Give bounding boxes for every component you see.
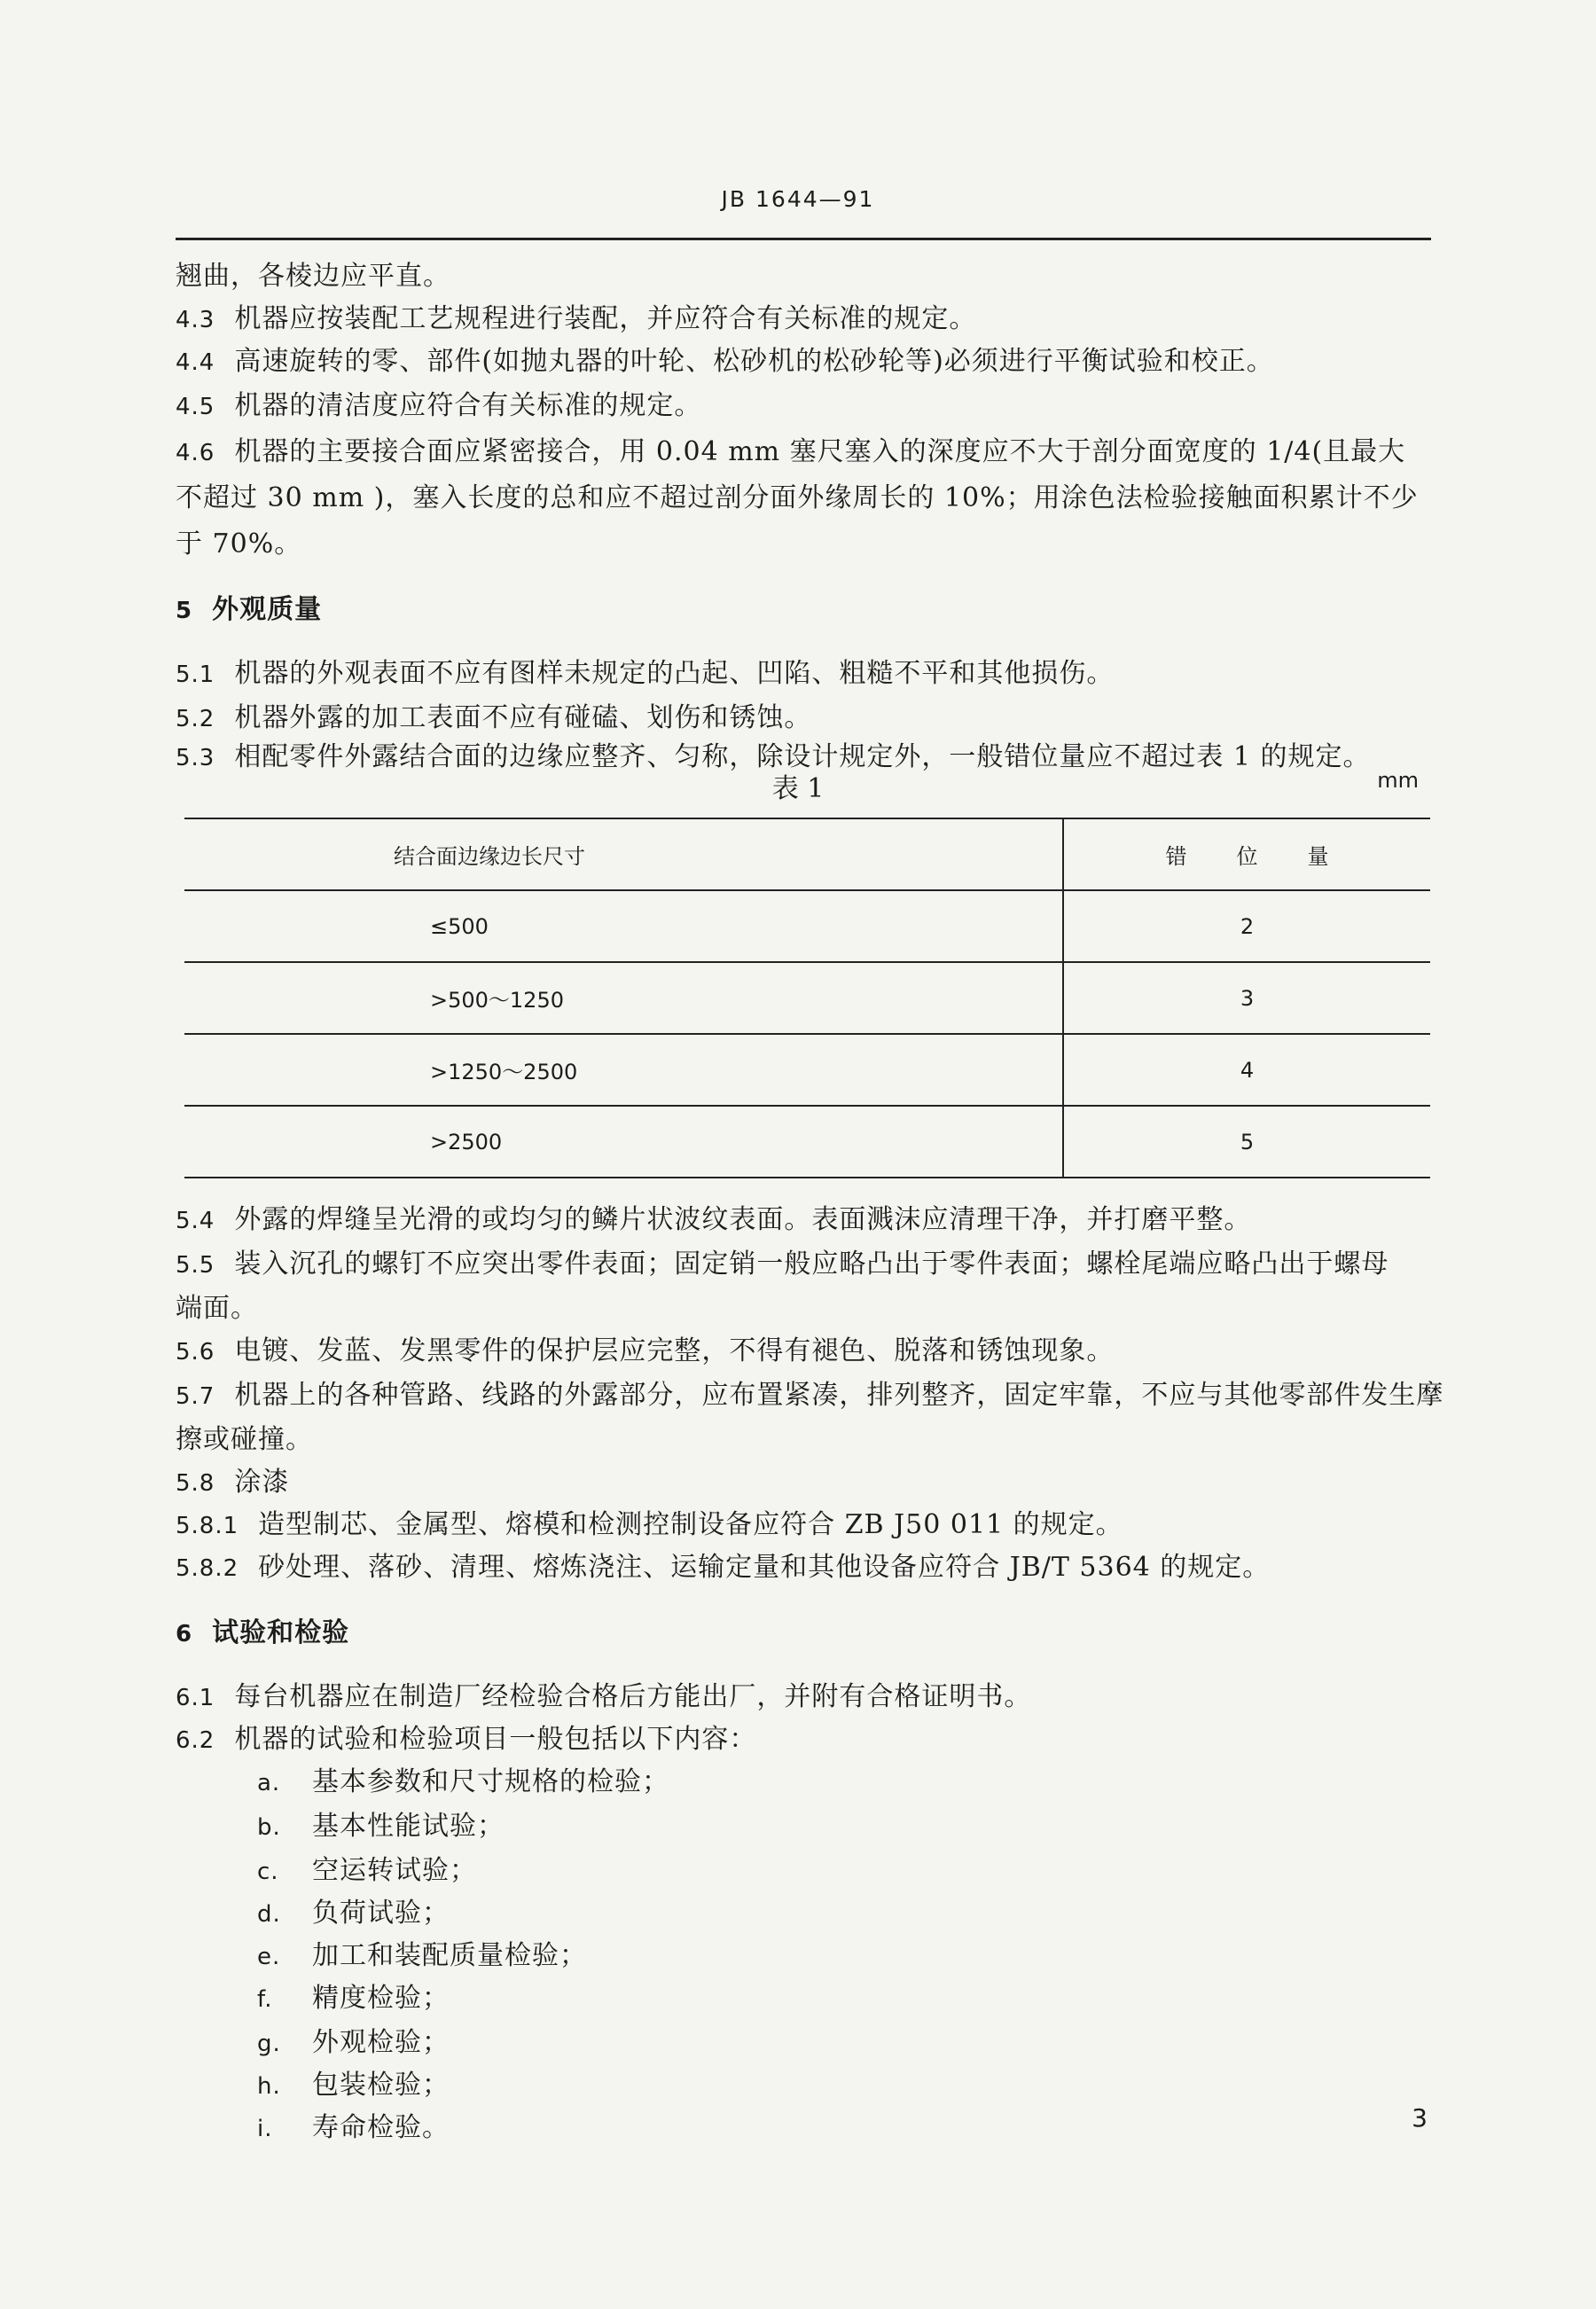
clause-number: 5.4 [176, 1208, 215, 1234]
clause-4-4 [176, 344, 1274, 380]
list-item [257, 1981, 450, 2017]
list-marker: h. [257, 2073, 281, 2100]
list-text: 加工和装配质量检验； [312, 1940, 587, 1971]
section-title: 试验和检验 [212, 1617, 350, 1648]
page-number: 3 [1412, 2103, 1428, 2133]
list-text: 空运转试验； [312, 1855, 477, 1886]
clause-text: 机器上的各种管路、线路的外露部分，应布置紧凑，排列整齐，固定牢靠，不应与其他零部件发生摩 [234, 1380, 1444, 1411]
list-marker: d. [257, 1901, 281, 1928]
clause-5-8-1 [176, 1507, 1123, 1544]
clause-text: 每台机器应在制造厂经检验合格后方能出厂，并附有合格证明书。 [234, 1681, 1032, 1712]
page-header-standard-number: JB 1644—91 [721, 186, 875, 212]
clause-number: 5.7 [176, 1383, 215, 1410]
list-item [257, 1765, 669, 1801]
clause-number: 5.3 [176, 745, 215, 771]
misalignment-table [184, 818, 1430, 1178]
section-number: 5 [176, 598, 193, 624]
clause-5-8-2 [176, 1550, 1270, 1586]
list-marker: b. [257, 1814, 281, 1841]
clause-5-3 [176, 740, 1371, 776]
clause-text: 机器的清洁度应符合有关标准的规定。 [234, 390, 702, 421]
clause-text: 相配零件外露结合面的边缘应整齐、匀称，除设计规定外，一般错位量应不超过表 1 的规定。 [234, 741, 1371, 772]
list-text: 基本性能试验； [312, 1811, 505, 1842]
clause-5-4 [176, 1202, 1251, 1239]
clause-number: 6.1 [176, 1685, 215, 1711]
clause-text: 外露的焊缝呈光滑的或均匀的鳞片状波纹表面。表面溅沫应清理干净，并打磨平整。 [234, 1204, 1252, 1235]
section-6-heading [176, 1616, 349, 1652]
table-row [184, 1106, 1430, 1178]
cell-edge-length: ≤500 [184, 890, 1063, 962]
clause-5-7-line-2: 擦或碰撞。 [176, 1424, 313, 1455]
header-edge-length: 结合面边缘边长尺寸 [184, 818, 1063, 890]
list-marker: f. [257, 1986, 273, 2013]
list-item [257, 1938, 587, 1975]
clause-number: 5.1 [176, 661, 215, 688]
header-divider [176, 238, 1431, 240]
clause-text: 造型制芯、金属型、熔模和检测控制设备应符合 ZB J50 011 的规定。 [258, 1509, 1123, 1540]
table-caption: 表 1 [771, 773, 825, 804]
table-row [184, 962, 1430, 1034]
cell-misalignment: 4 [1063, 1034, 1430, 1106]
clause-4-6-line-3: 于 70%。 [176, 528, 302, 560]
clause-text: 砂处理、落砂、清理、熔炼浇注、运输定量和其他设备应符合 JB/T 5364 的规定。 [258, 1552, 1271, 1583]
clause-number: 5.8 [176, 1470, 215, 1497]
list-text: 包装检验； [312, 2070, 450, 2101]
list-item [257, 2110, 450, 2147]
clause-5-5-line-2: 端面。 [176, 1293, 258, 1324]
clause-text: 电镀、发蓝、发黑零件的保护层应完整，不得有褪色、脱落和锈蚀现象。 [234, 1335, 1115, 1366]
cell-edge-length: >2500 [184, 1106, 1063, 1178]
table-header-row [184, 818, 1430, 890]
header-misalignment: 错位量 [1063, 818, 1430, 890]
list-text: 基本参数和尺寸规格的检验； [312, 1766, 669, 1797]
table-row [184, 1034, 1430, 1106]
list-marker: e. [257, 1944, 281, 1970]
list-text: 寿命检验。 [312, 2112, 450, 2143]
clause-4-3 [176, 301, 976, 338]
cell-misalignment: 2 [1063, 890, 1430, 962]
list-marker: a. [257, 1770, 281, 1796]
list-text: 外观检验； [312, 2027, 450, 2058]
list-marker: i. [257, 2116, 273, 2142]
clause-number: 4.3 [176, 307, 215, 333]
cell-misalignment: 5 [1063, 1106, 1430, 1178]
clause-5-1 [176, 656, 1114, 693]
clause-4-5 [176, 388, 701, 425]
list-marker: g. [257, 2031, 281, 2057]
list-item [257, 2025, 450, 2062]
paragraph-continuation: 翘曲，各棱边应平直。 [176, 261, 450, 292]
clause-number: 4.4 [176, 349, 215, 376]
clause-text: 机器应按装配工艺规程进行装配，并应符合有关标准的规定。 [234, 303, 977, 334]
clause-4-6-line-2: 不超过 30 mm )，塞入长度的总和应不超过剖分面外缘周长的 10%；用涂色法检验接触面积累计不少 [176, 482, 1419, 513]
clause-5-5-line-1 [176, 1247, 1389, 1283]
section-number: 6 [176, 1621, 193, 1648]
clause-number: 5.8.1 [176, 1513, 239, 1539]
clause-number: 5.8.2 [176, 1555, 239, 1582]
clause-5-6 [176, 1334, 1114, 1370]
section-5-heading [176, 592, 322, 629]
cell-misalignment: 3 [1063, 962, 1430, 1034]
clause-number: 4.6 [176, 440, 215, 466]
table-row [184, 890, 1430, 962]
clause-number: 6.2 [176, 1727, 215, 1754]
clause-text: 机器的主要接合面应紧密接合，用 0.04 mm 塞尺塞入的深度应不大于剖分面宽度的 1/4(且最大 [234, 436, 1406, 467]
clause-text: 机器外露的加工表面不应有碰磕、划伤和锈蚀。 [234, 702, 812, 733]
clause-number: 4.5 [176, 394, 215, 420]
clause-6-1 [176, 1679, 1031, 1716]
clause-text: 机器的试验和检验项目一般包括以下内容： [234, 1724, 757, 1755]
clause-5-8 [176, 1465, 289, 1501]
cell-edge-length: >500～1250 [184, 962, 1063, 1034]
clause-5-2 [176, 701, 811, 737]
clause-number: 5.6 [176, 1339, 215, 1366]
list-item [257, 1809, 505, 1845]
clause-4-6-line-1 [176, 434, 1405, 471]
clause-text: 机器的外观表面不应有图样未规定的凸起、凹陷、粗糙不平和其他损伤。 [234, 658, 1115, 689]
list-marker: c. [257, 1859, 279, 1885]
cell-edge-length: >1250～2500 [184, 1034, 1063, 1106]
clause-number: 5.5 [176, 1252, 215, 1279]
clause-text: 高速旋转的零、部件(如抛丸器的叶轮、松砂机的松砂轮等)必须进行平衡试验和校正。 [234, 346, 1274, 377]
list-item [257, 2068, 450, 2104]
clause-text: 涂漆 [234, 1467, 290, 1498]
list-text: 精度检验； [312, 1983, 450, 2014]
clause-5-7-line-1 [176, 1378, 1443, 1414]
list-item [257, 1896, 450, 1932]
table-unit: mm [1377, 768, 1419, 793]
clause-text: 装入沉孔的螺钉不应突出零件表面；固定销一般应略凸出于零件表面；螺栓尾端应略凸出于螺母 [234, 1248, 1389, 1280]
clause-number: 5.2 [176, 706, 215, 732]
clause-6-2 [176, 1722, 756, 1758]
list-text: 负荷试验； [312, 1898, 450, 1929]
section-title: 外观质量 [212, 594, 323, 625]
list-item [257, 1853, 477, 1890]
